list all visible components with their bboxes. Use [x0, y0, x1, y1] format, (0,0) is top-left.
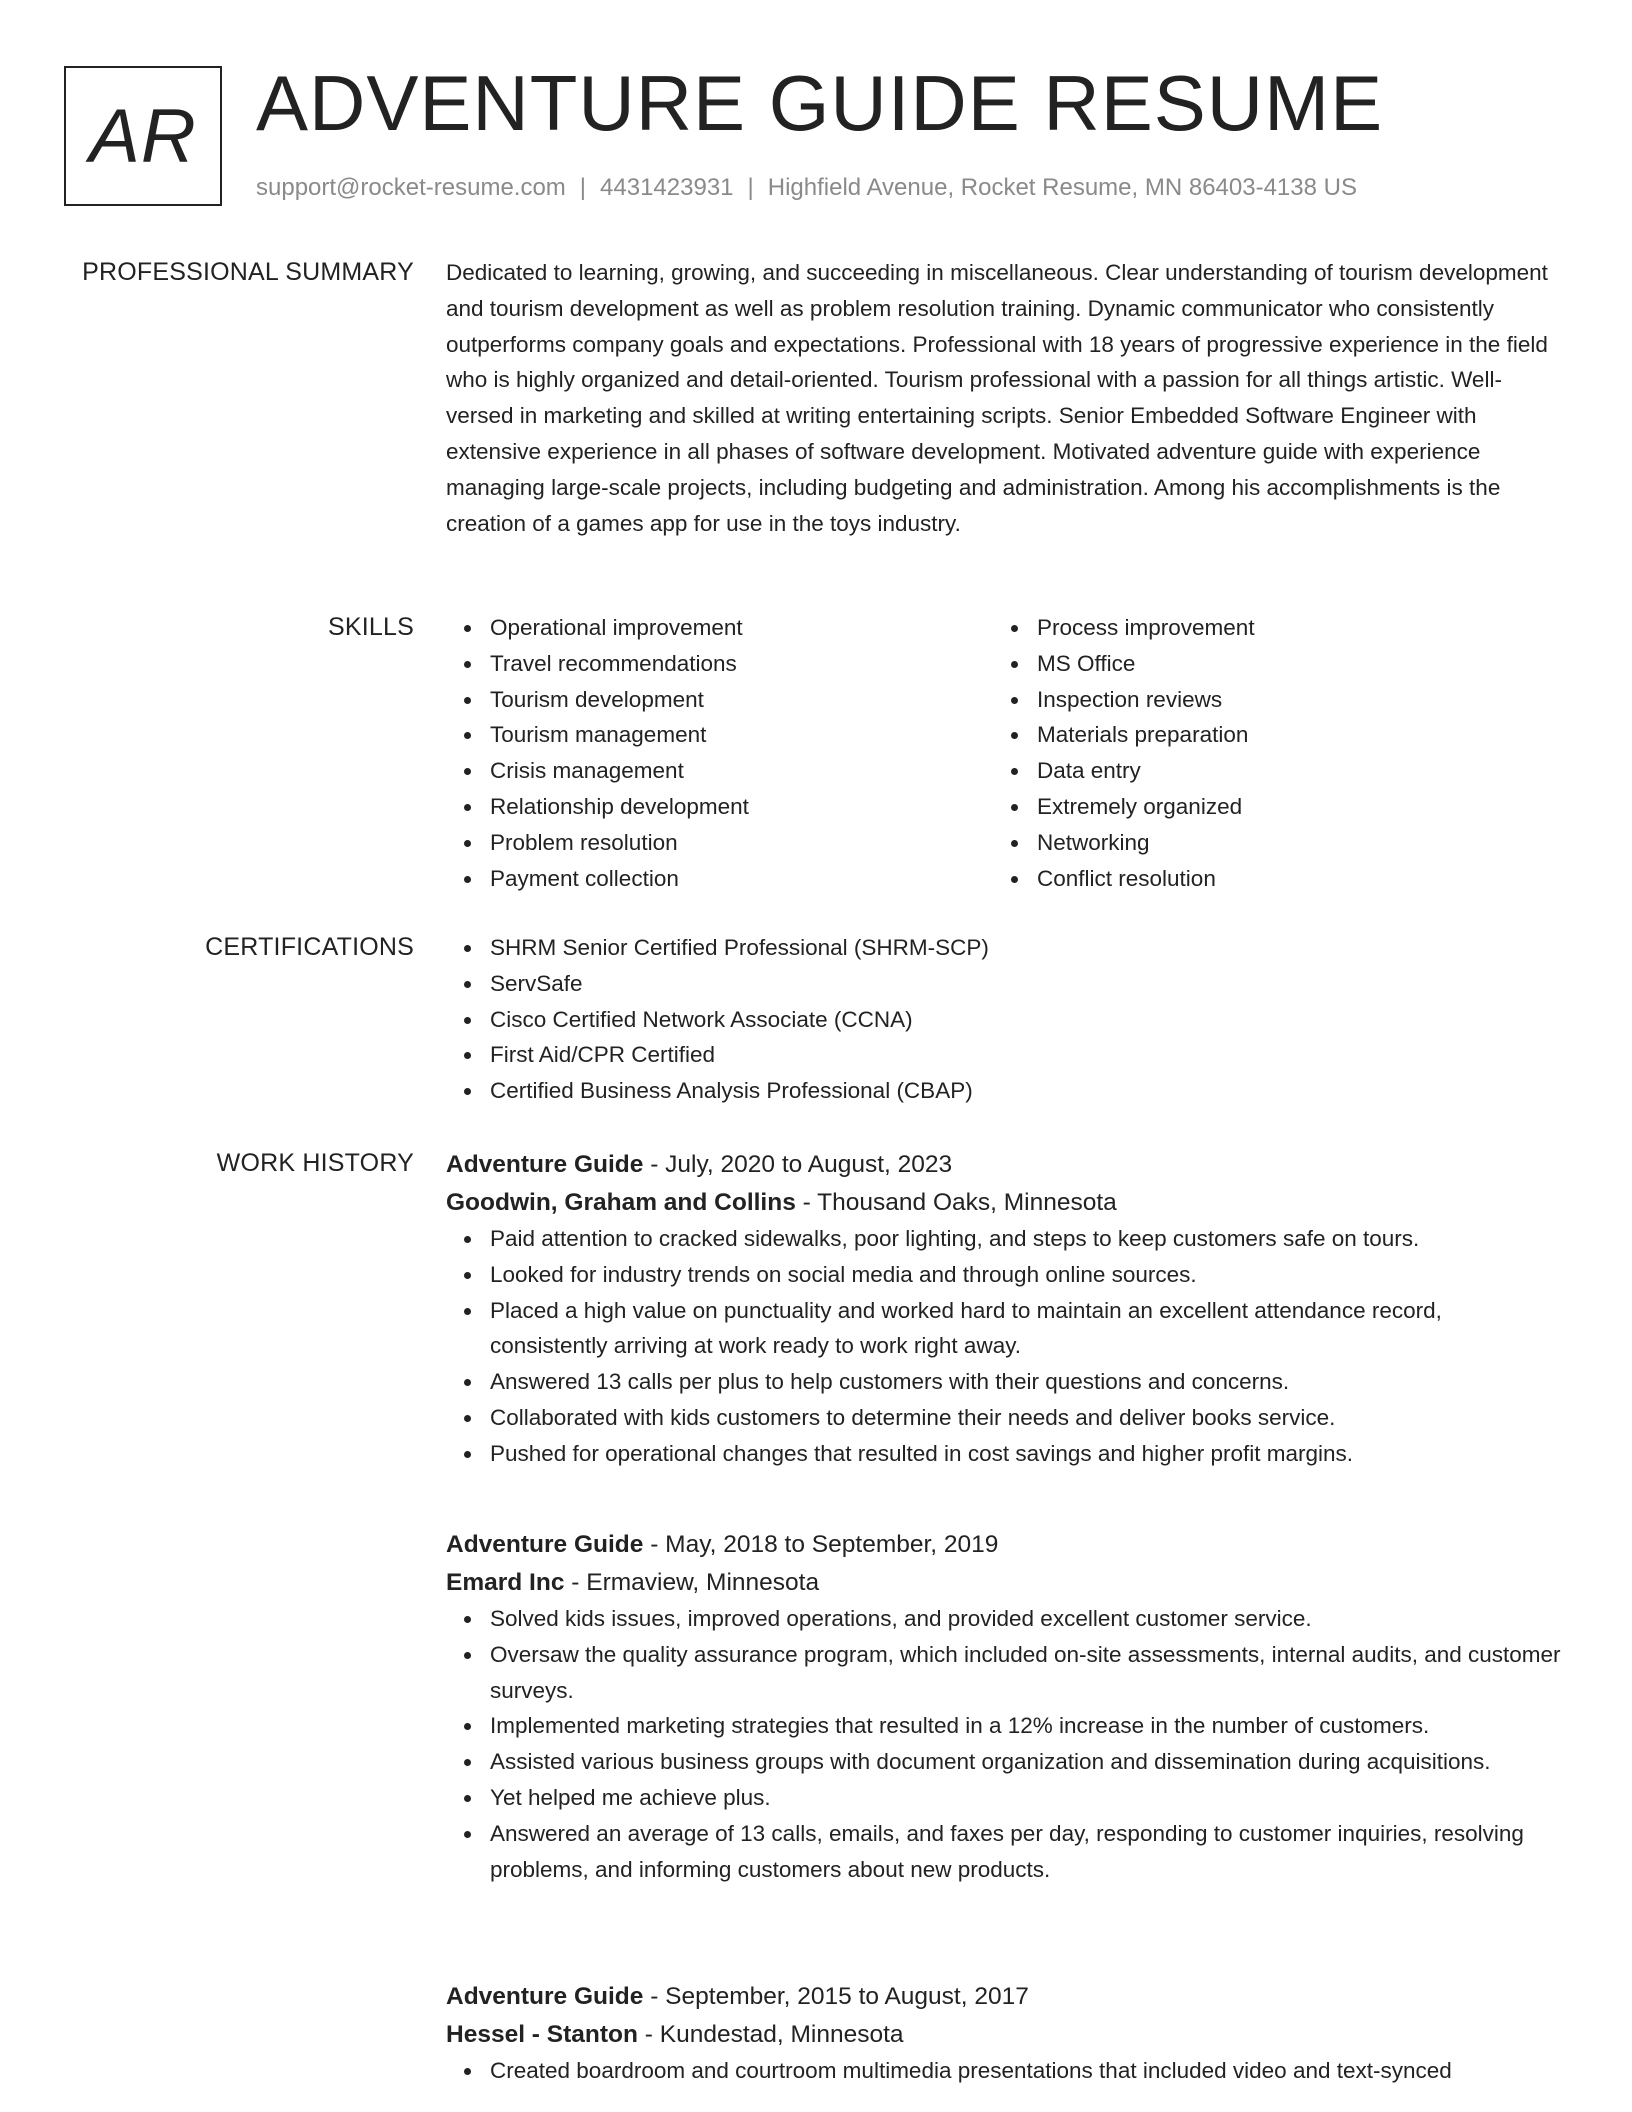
- contact-address: Highfield Avenue, Rocket Resume, MN 86403-4138 US: [767, 174, 1357, 201]
- job-title-line: [446, 1146, 1561, 1184]
- job-entry: [446, 1978, 1561, 2089]
- job-bullet: Looked for industry trends on social media and through online sources.: [446, 1257, 1561, 1293]
- job-title: Adventure Guide: [446, 1531, 644, 1558]
- job-bullet-list: [446, 2053, 1561, 2089]
- job-bullet: Assisted various business groups with document organization and dissemination during acquisitions.: [446, 1744, 1561, 1780]
- skill-item: Inspection reviews: [993, 682, 1540, 718]
- monogram-initials: AR: [89, 93, 197, 179]
- contact-separator: |: [747, 174, 754, 201]
- job-company: Emard Inc: [446, 1568, 565, 1596]
- job-title-line: [446, 1526, 1561, 1564]
- skill-item: Travel recommendations: [446, 646, 993, 682]
- certification-item: SHRM Senior Certified Professional (SHRM-SCP): [446, 930, 1561, 966]
- skill-item: Tourism development: [446, 682, 993, 718]
- job-bullet: Collaborated with kids customers to determine their needs and deliver books service.: [446, 1400, 1561, 1436]
- job-bullet: Pushed for operational changes that resulted in cost savings and higher profit margins.: [446, 1436, 1561, 1472]
- skill-item: MS Office: [993, 646, 1540, 682]
- job-company-line: [446, 1184, 1561, 1222]
- job-company: Goodwin, Graham and Collins: [446, 1188, 796, 1216]
- certification-item: ServSafe: [446, 966, 1561, 1002]
- job-company-line: [446, 1564, 1561, 1602]
- job-bullet: Created boardroom and courtroom multimedia presentations that included video and text-synced: [446, 2053, 1561, 2089]
- skill-item: Tourism management: [446, 717, 993, 753]
- job-title: Adventure Guide: [446, 1151, 644, 1178]
- job-title: Adventure Guide: [446, 1983, 644, 2010]
- job-company-line: [446, 2016, 1561, 2054]
- job-location: - Thousand Oaks, Minnesota: [795, 1188, 1117, 1216]
- job-dates: - May, 2018 to September, 2019: [643, 1531, 999, 1558]
- job-bullet: Placed a high value on punctuality and worked hard to maintain an excellent attendance record, consistently arriving at work ready to work right away.: [446, 1293, 1561, 1365]
- job-bullet: Answered 13 calls per plus to help customers with their questions and concerns.: [446, 1364, 1561, 1400]
- skill-item: Data entry: [993, 753, 1540, 789]
- certifications-heading: CERTIFICATIONS: [205, 933, 414, 961]
- job-location: - Kundestad, Minnesota: [637, 2020, 904, 2048]
- contact-phone[interactable]: 4431423931: [600, 174, 734, 201]
- summary-heading: PROFESSIONAL SUMMARY: [82, 258, 414, 286]
- skill-item: Relationship development: [446, 789, 993, 825]
- job-bullet: Implemented marketing strategies that resulted in a 12% increase in the number of customers.: [446, 1708, 1561, 1744]
- skill-item: Networking: [993, 825, 1540, 861]
- resume-title: ADVENTURE GUIDE RESUME: [256, 59, 1384, 147]
- job-bullet: Paid attention to cracked sidewalks, poor lighting, and steps to keep customers safe on tours.: [446, 1221, 1561, 1257]
- summary-text: Dedicated to learning, growing, and succeeding in miscellaneous. Clear understanding of tourism development and tourism development as well as problem resolution training. Dynamic communicator who consistently outperforms company goals and expectations. Professional with 18 years of progressive experience in the field who is highly organized and detail-oriented. Tourism professional with a passion for all things artistic. Well-versed in marketing and skilled at writing entertaining scripts. Senior Embedded Software Engineer with extensive experience in all phases of software development. Motivated adventure guide with experience managing large-scale projects, including budgeting and administration. Among his accomplishments is the creation of a games app for use in the toys industry.: [446, 260, 1548, 536]
- contact-line: [256, 174, 1357, 202]
- job-entry: [446, 1526, 1561, 1887]
- job-dates: - September, 2015 to August, 2017: [643, 1983, 1029, 2010]
- job-bullet: Yet helped me achieve plus.: [446, 1780, 1561, 1816]
- job-bullet-list: [446, 1221, 1561, 1472]
- skill-item: Conflict resolution: [993, 861, 1540, 897]
- job-entry: [446, 1146, 1561, 1472]
- skills-list-left: [446, 610, 993, 896]
- certification-item: First Aid/CPR Certified: [446, 1037, 1561, 1073]
- monogram-badge: [64, 66, 222, 206]
- job-dates: - July, 2020 to August, 2023: [643, 1151, 953, 1178]
- skill-item: Process improvement: [993, 610, 1540, 646]
- skills-list-right: [993, 610, 1540, 896]
- work-history-heading: WORK HISTORY: [216, 1149, 414, 1177]
- job-bullet: Answered an average of 13 calls, emails, and faxes per day, responding to customer inquiries, resolving problems, and informing customers about new products.: [446, 1816, 1561, 1888]
- skill-item: Payment collection: [446, 861, 993, 897]
- contact-email[interactable]: support@rocket-resume.com: [256, 174, 566, 201]
- job-location: - Ermaview, Minnesota: [564, 1568, 820, 1596]
- skill-item: Extremely organized: [993, 789, 1540, 825]
- job-title-line: [446, 1978, 1561, 2016]
- contact-separator: |: [579, 174, 587, 201]
- job-bullet: Solved kids issues, improved operations, and provided excellent customer service.: [446, 1601, 1561, 1637]
- skill-item: Operational improvement: [446, 610, 993, 646]
- job-company: Hessel - Stanton: [446, 2020, 638, 2048]
- certification-item: Cisco Certified Network Associate (CCNA): [446, 1002, 1561, 1038]
- certification-item: Certified Business Analysis Professional (CBAP): [446, 1073, 1561, 1109]
- skills-heading: SKILLS: [328, 613, 414, 641]
- skill-item: Crisis management: [446, 753, 993, 789]
- certifications-list: [446, 930, 1561, 1109]
- skill-item: Problem resolution: [446, 825, 993, 861]
- skill-item: Materials preparation: [993, 717, 1540, 753]
- job-bullet: Oversaw the quality assurance program, which included on-site assessments, internal audits, and customer surveys.: [446, 1637, 1561, 1709]
- job-bullet-list: [446, 1601, 1561, 1887]
